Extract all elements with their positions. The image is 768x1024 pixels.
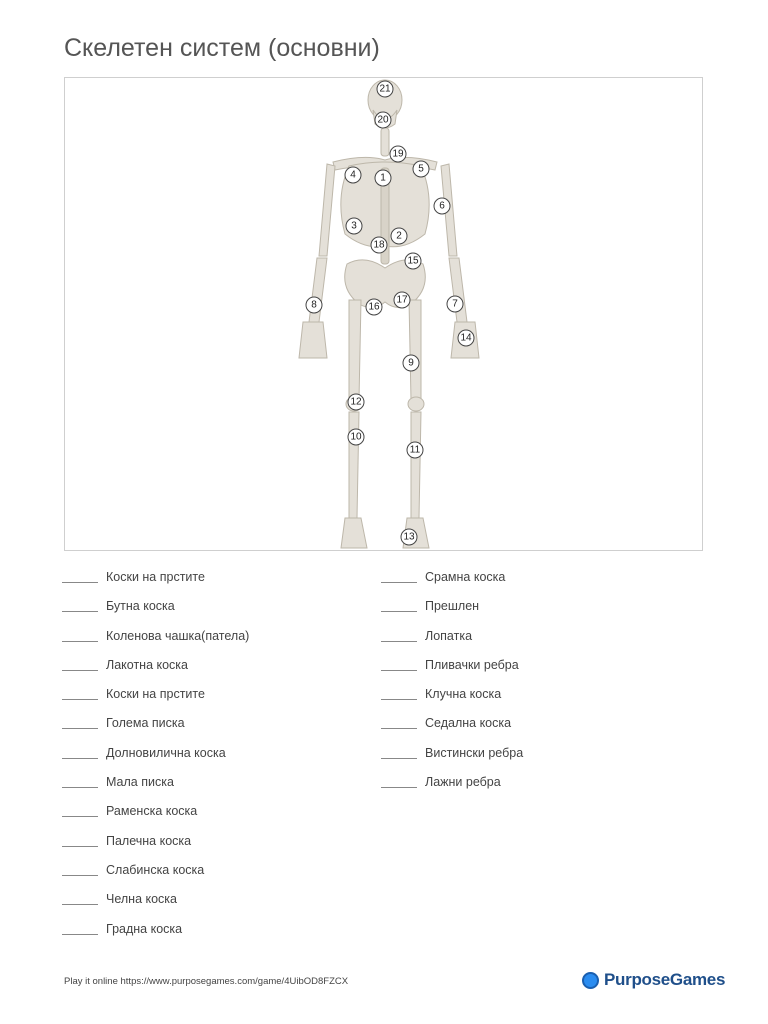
answer-label: Лажни ребра [425, 775, 501, 790]
answer-list-right [381, 570, 523, 804]
answer-label: Пливачки ребра [425, 657, 519, 672]
answer-label: Лакотна коска [106, 657, 189, 672]
answer-label: Лопатка [425, 628, 473, 643]
answer-blank[interactable] [62, 758, 98, 759]
answer-blank[interactable] [62, 670, 98, 671]
marker-11[interactable]: 11 [407, 442, 424, 459]
marker-8[interactable]: 8 [306, 297, 323, 314]
answer-item [381, 775, 523, 804]
answer-blank[interactable] [381, 728, 417, 729]
marker-10[interactable]: 10 [348, 429, 365, 446]
logo-text: PurposeGames [604, 970, 726, 989]
answer-blank[interactable] [62, 846, 98, 847]
answer-blank[interactable] [62, 875, 98, 876]
answer-item [62, 746, 249, 775]
answer-item [62, 687, 249, 716]
marker-4[interactable]: 4 [345, 167, 362, 184]
answer-label: Челна коска [106, 892, 177, 907]
answer-blank[interactable] [381, 787, 417, 788]
answer-label: Бутна коска [106, 599, 175, 614]
answer-blank[interactable] [381, 699, 417, 700]
marker-7[interactable]: 7 [447, 296, 464, 313]
answer-item [381, 570, 523, 599]
answer-blank[interactable] [62, 904, 98, 905]
marker-15[interactable]: 15 [405, 253, 422, 270]
answer-item [62, 804, 249, 833]
answer-blank[interactable] [62, 582, 98, 583]
marker-1[interactable]: 1 [375, 170, 392, 187]
answer-label: Мала писка [106, 775, 174, 790]
answer-item [62, 892, 249, 921]
answer-label: Градна коска [106, 921, 183, 936]
answer-blank[interactable] [62, 816, 98, 817]
answer-label: Коленова чашка(патела) [106, 628, 250, 643]
answer-label: Седална коска [425, 716, 512, 731]
answer-label: Слабинска коска [106, 862, 205, 877]
skeleton-figure [64, 77, 703, 551]
marker-6[interactable]: 6 [434, 198, 451, 215]
marker-14[interactable]: 14 [458, 330, 475, 347]
marker-16[interactable]: 16 [366, 299, 383, 316]
answer-blank[interactable] [381, 670, 417, 671]
answer-blank[interactable] [381, 641, 417, 642]
answer-item [62, 570, 249, 599]
answer-blank[interactable] [62, 641, 98, 642]
answer-label: Раменска коска [106, 804, 198, 819]
marker-5[interactable]: 5 [413, 161, 430, 178]
answer-label: Долновилична коска [106, 745, 226, 760]
marker-19[interactable]: 19 [390, 146, 407, 163]
answer-label: Вистински ребра [425, 745, 524, 760]
marker-3[interactable]: 3 [346, 218, 363, 235]
answer-item [381, 716, 523, 745]
answer-blank[interactable] [381, 611, 417, 612]
marker-20[interactable]: 20 [375, 112, 392, 129]
answer-item [381, 746, 523, 775]
answer-blank[interactable] [381, 582, 417, 583]
purposegames-logo [582, 970, 725, 990]
marker-12[interactable]: 12 [348, 394, 365, 411]
skeleton-image [65, 78, 703, 551]
answer-item [62, 775, 249, 804]
answer-item [62, 863, 249, 892]
answer-item [62, 716, 249, 745]
answer-list-left [62, 570, 249, 951]
marker-2[interactable]: 2 [391, 228, 408, 245]
footer-link[interactable]: Play it online https://www.purposegames.com/game/4UibOD8FZCX [64, 976, 349, 987]
answer-blank[interactable] [62, 611, 98, 612]
answer-item [62, 834, 249, 863]
marker-21[interactable]: 21 [377, 81, 394, 98]
answer-label: Коски на прстите [106, 687, 205, 702]
answer-label: Голема писка [106, 716, 185, 731]
answer-item [62, 658, 249, 687]
marker-17[interactable]: 17 [394, 292, 411, 309]
answer-blank[interactable] [381, 758, 417, 759]
answer-blank[interactable] [62, 934, 98, 935]
page-title: Скелетен систем (основни) [64, 34, 380, 62]
answer-blank[interactable] [62, 787, 98, 788]
marker-9[interactable]: 9 [403, 355, 420, 372]
marker-18[interactable]: 18 [371, 237, 388, 254]
answer-item [381, 658, 523, 687]
answer-label: Коски на прстите [106, 570, 205, 584]
marker-13[interactable]: 13 [401, 529, 418, 546]
answer-label: Срамна коска [425, 570, 506, 584]
answer-item [62, 599, 249, 628]
answer-blank[interactable] [62, 699, 98, 700]
answer-item [62, 629, 249, 658]
answer-label: Палечна коска [106, 833, 192, 848]
answer-item [62, 922, 249, 951]
answer-item [381, 629, 523, 658]
answer-label: Прешлен [425, 599, 480, 614]
logo-dot-icon [582, 972, 599, 989]
answer-item [381, 687, 523, 716]
answer-item [381, 599, 523, 628]
answer-label: Клучна коска [425, 687, 502, 702]
answer-blank[interactable] [62, 728, 98, 729]
